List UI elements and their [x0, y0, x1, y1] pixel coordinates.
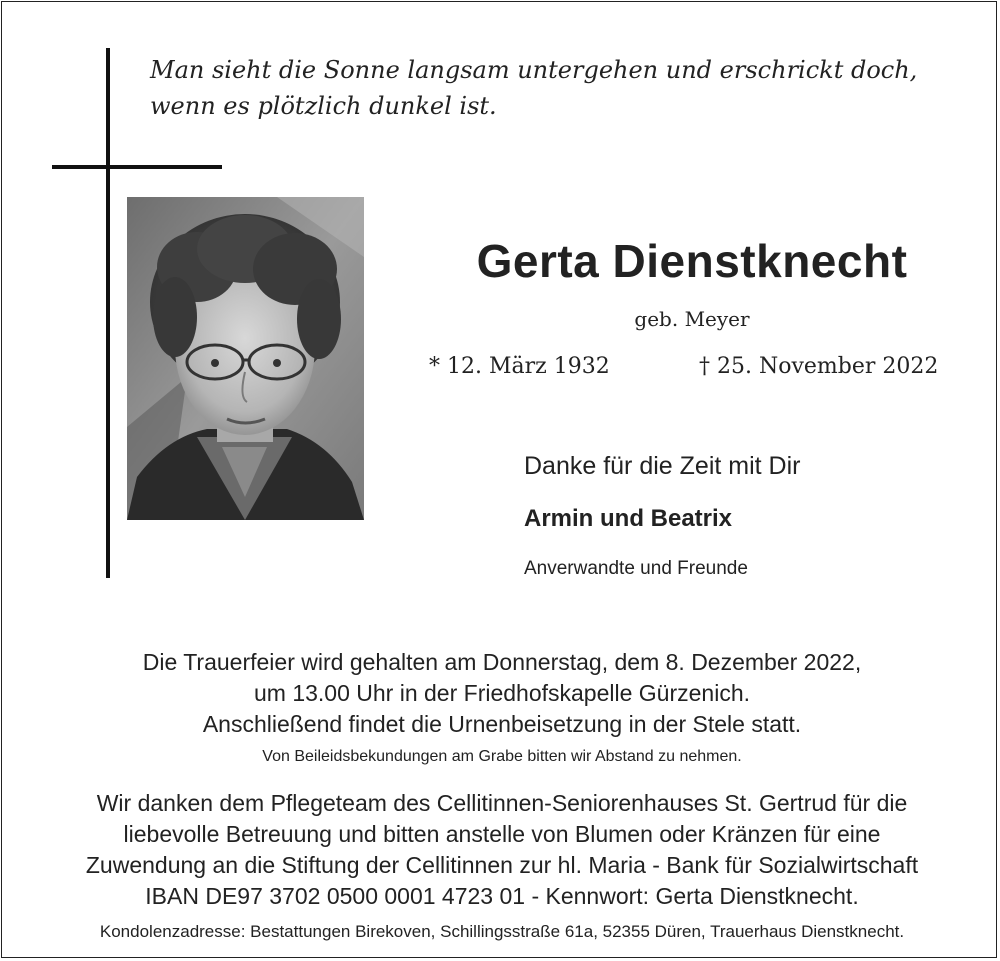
cross-horizontal-bar	[52, 165, 222, 169]
mourners-names: Armin und Beatrix	[524, 505, 733, 532]
birth-date: * 12. März 1932	[429, 354, 610, 379]
portrait-photo	[127, 197, 364, 520]
quote-line-1: Man sieht die Sonne langsam untergehen und erschrickt doch,	[150, 56, 918, 84]
ceremony-note: Von Beileidsbekundungen am Grabe bitten wir Abstand zu nehmen.	[262, 748, 742, 765]
deceased-name: Gerta Dienstknecht	[476, 235, 908, 287]
death-date: † 25. November 2022	[699, 354, 939, 379]
birth-name: geb. Meyer	[634, 307, 750, 331]
quote-line-2: wenn es plötzlich dunkel ist.	[150, 92, 497, 120]
donation-line-4: IBAN DE97 3702 0500 0001 4723 01 - Kennwort: Gerta Dienstknecht.	[145, 883, 859, 909]
thanks-line: Danke für die Zeit mit Dir	[524, 452, 801, 480]
ceremony-line-1: Die Trauerfeier wird gehalten am Donnerstag, dem 8. Dezember 2022,	[142, 649, 862, 675]
donation-line-1: Wir danken dem Pflegeteam des Cellitinnen-Seniorenhauses St. Gertrud für die	[96, 790, 908, 816]
ceremony-section	[2, 647, 1000, 770]
obituary-frame	[1, 1, 997, 958]
donation-line-2: liebevolle Betreuung und bitten anstelle von Blumen oder Kränzen für eine	[123, 821, 881, 847]
cross-vertical-bar	[106, 48, 110, 578]
donation-line-3: Zuwendung an die Stiftung der Cellitinnen zur hl. Maria - Bank für Sozialwirtschaft	[85, 852, 919, 878]
relatives-line: Anverwandte und Freunde	[524, 558, 748, 579]
condolence-address: Kondolenzadresse: Bestattungen Birekoven, Schillingsstraße 61a, 52355 Düren, Trauerhaus Dienstknecht.	[99, 922, 905, 941]
donation-section	[2, 788, 1000, 912]
portrait-illustration	[127, 197, 364, 520]
ceremony-line-3: Anschließend findet die Urnenbeisetzung in der Stele statt.	[202, 711, 802, 737]
ceremony-line-2: um 13.00 Uhr in der Friedhofskapelle Gürzenich.	[253, 680, 751, 706]
